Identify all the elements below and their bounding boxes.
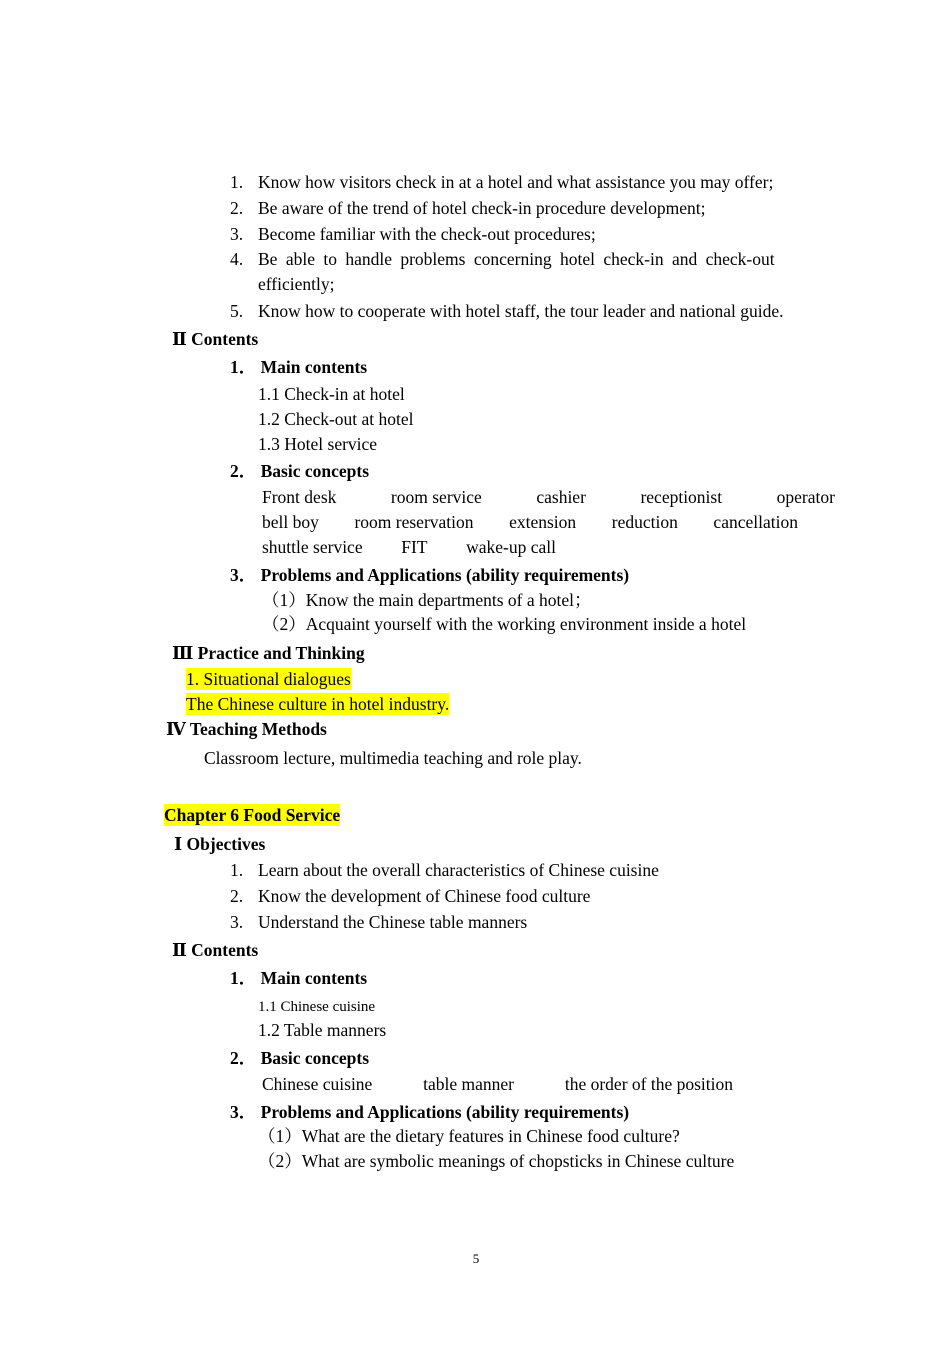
section-heading-contents: Ⅱ Contents (172, 329, 259, 349)
subheading-basic-concepts: 2． Basic concepts (230, 461, 370, 481)
concepts-row: Front desk room service cashier receptionist operator (262, 487, 835, 507)
objective-item: 4. Be able to handle problems concerning hotel check-in and check-out (230, 249, 775, 269)
main-content-item: 1.2 Check-out at hotel (258, 409, 414, 429)
practice-item-highlighted: 1. Situational dialogues (186, 669, 351, 689)
section-heading-practice: Ⅲ Practice and Thinking (172, 643, 365, 663)
teaching-text: Classroom lecture, multimedia teaching and role play. (204, 748, 582, 768)
objective-item: 3. Become familiar with the check-out procedures; (230, 224, 596, 244)
main-content-item: 1.3 Hotel service (258, 434, 378, 454)
subheading-basic-concepts: 2． Basic concepts (230, 1048, 370, 1068)
problem-item: （2）Acquaint yourself with the working environment inside a hotel (262, 614, 747, 634)
objective-item-continuation: efficiently; (258, 274, 335, 294)
objective-item: 2. Know the development of Chinese food culture (230, 886, 591, 906)
section-heading-objectives: Ⅰ Objectives (174, 834, 266, 854)
subheading-main-contents: 1． Main contents (230, 357, 368, 377)
section-heading-contents: Ⅱ Contents (172, 940, 259, 960)
subheading-problems: 3． Problems and Applications (ability requirements) (230, 1102, 630, 1122)
objective-item: 5. Know how to cooperate with hotel staff, the tour leader and national guide. (230, 301, 784, 321)
section-heading-teaching: Ⅳ Teaching Methods (166, 719, 327, 739)
practice-item-highlighted: The Chinese culture in hotel industry. (186, 694, 450, 714)
concepts-row: shuttle service FIT wake-up call (262, 537, 556, 557)
problem-item: （1）Know the main departments of a hotel； (262, 590, 592, 610)
objective-item: 1. Learn about the overall characteristics of Chinese cuisine (230, 860, 659, 880)
main-content-item: 1.2 Table manners (258, 1020, 387, 1040)
problem-item: （1）What are the dietary features in Chinese food culture? (258, 1126, 680, 1146)
objective-item: 3. Understand the Chinese table manners (230, 912, 528, 932)
concepts-row: Chinese cuisine table manner the order of the position (262, 1074, 733, 1094)
subheading-problems: 3． Problems and Applications (ability requirements) (230, 565, 630, 585)
subheading-main-contents: 1． Main contents (230, 968, 368, 988)
chapter-title: Chapter 6 Food Service (164, 805, 341, 825)
main-content-item: 1.1 Check-in at hotel (258, 384, 405, 404)
problem-item: （2）What are symbolic meanings of chopsticks in Chinese culture (258, 1151, 735, 1171)
concepts-row: bell boy room reservation extension reduction cancellation (262, 512, 798, 532)
page-number: 5 (472, 1251, 480, 1266)
objective-item: 2. Be aware of the trend of hotel check-in procedure development; (230, 198, 706, 218)
objective-item: 1. Know how visitors check in at a hotel and what assistance you may offer; (230, 172, 774, 192)
main-content-item: 1.1 Chinese cuisine (258, 999, 376, 1015)
